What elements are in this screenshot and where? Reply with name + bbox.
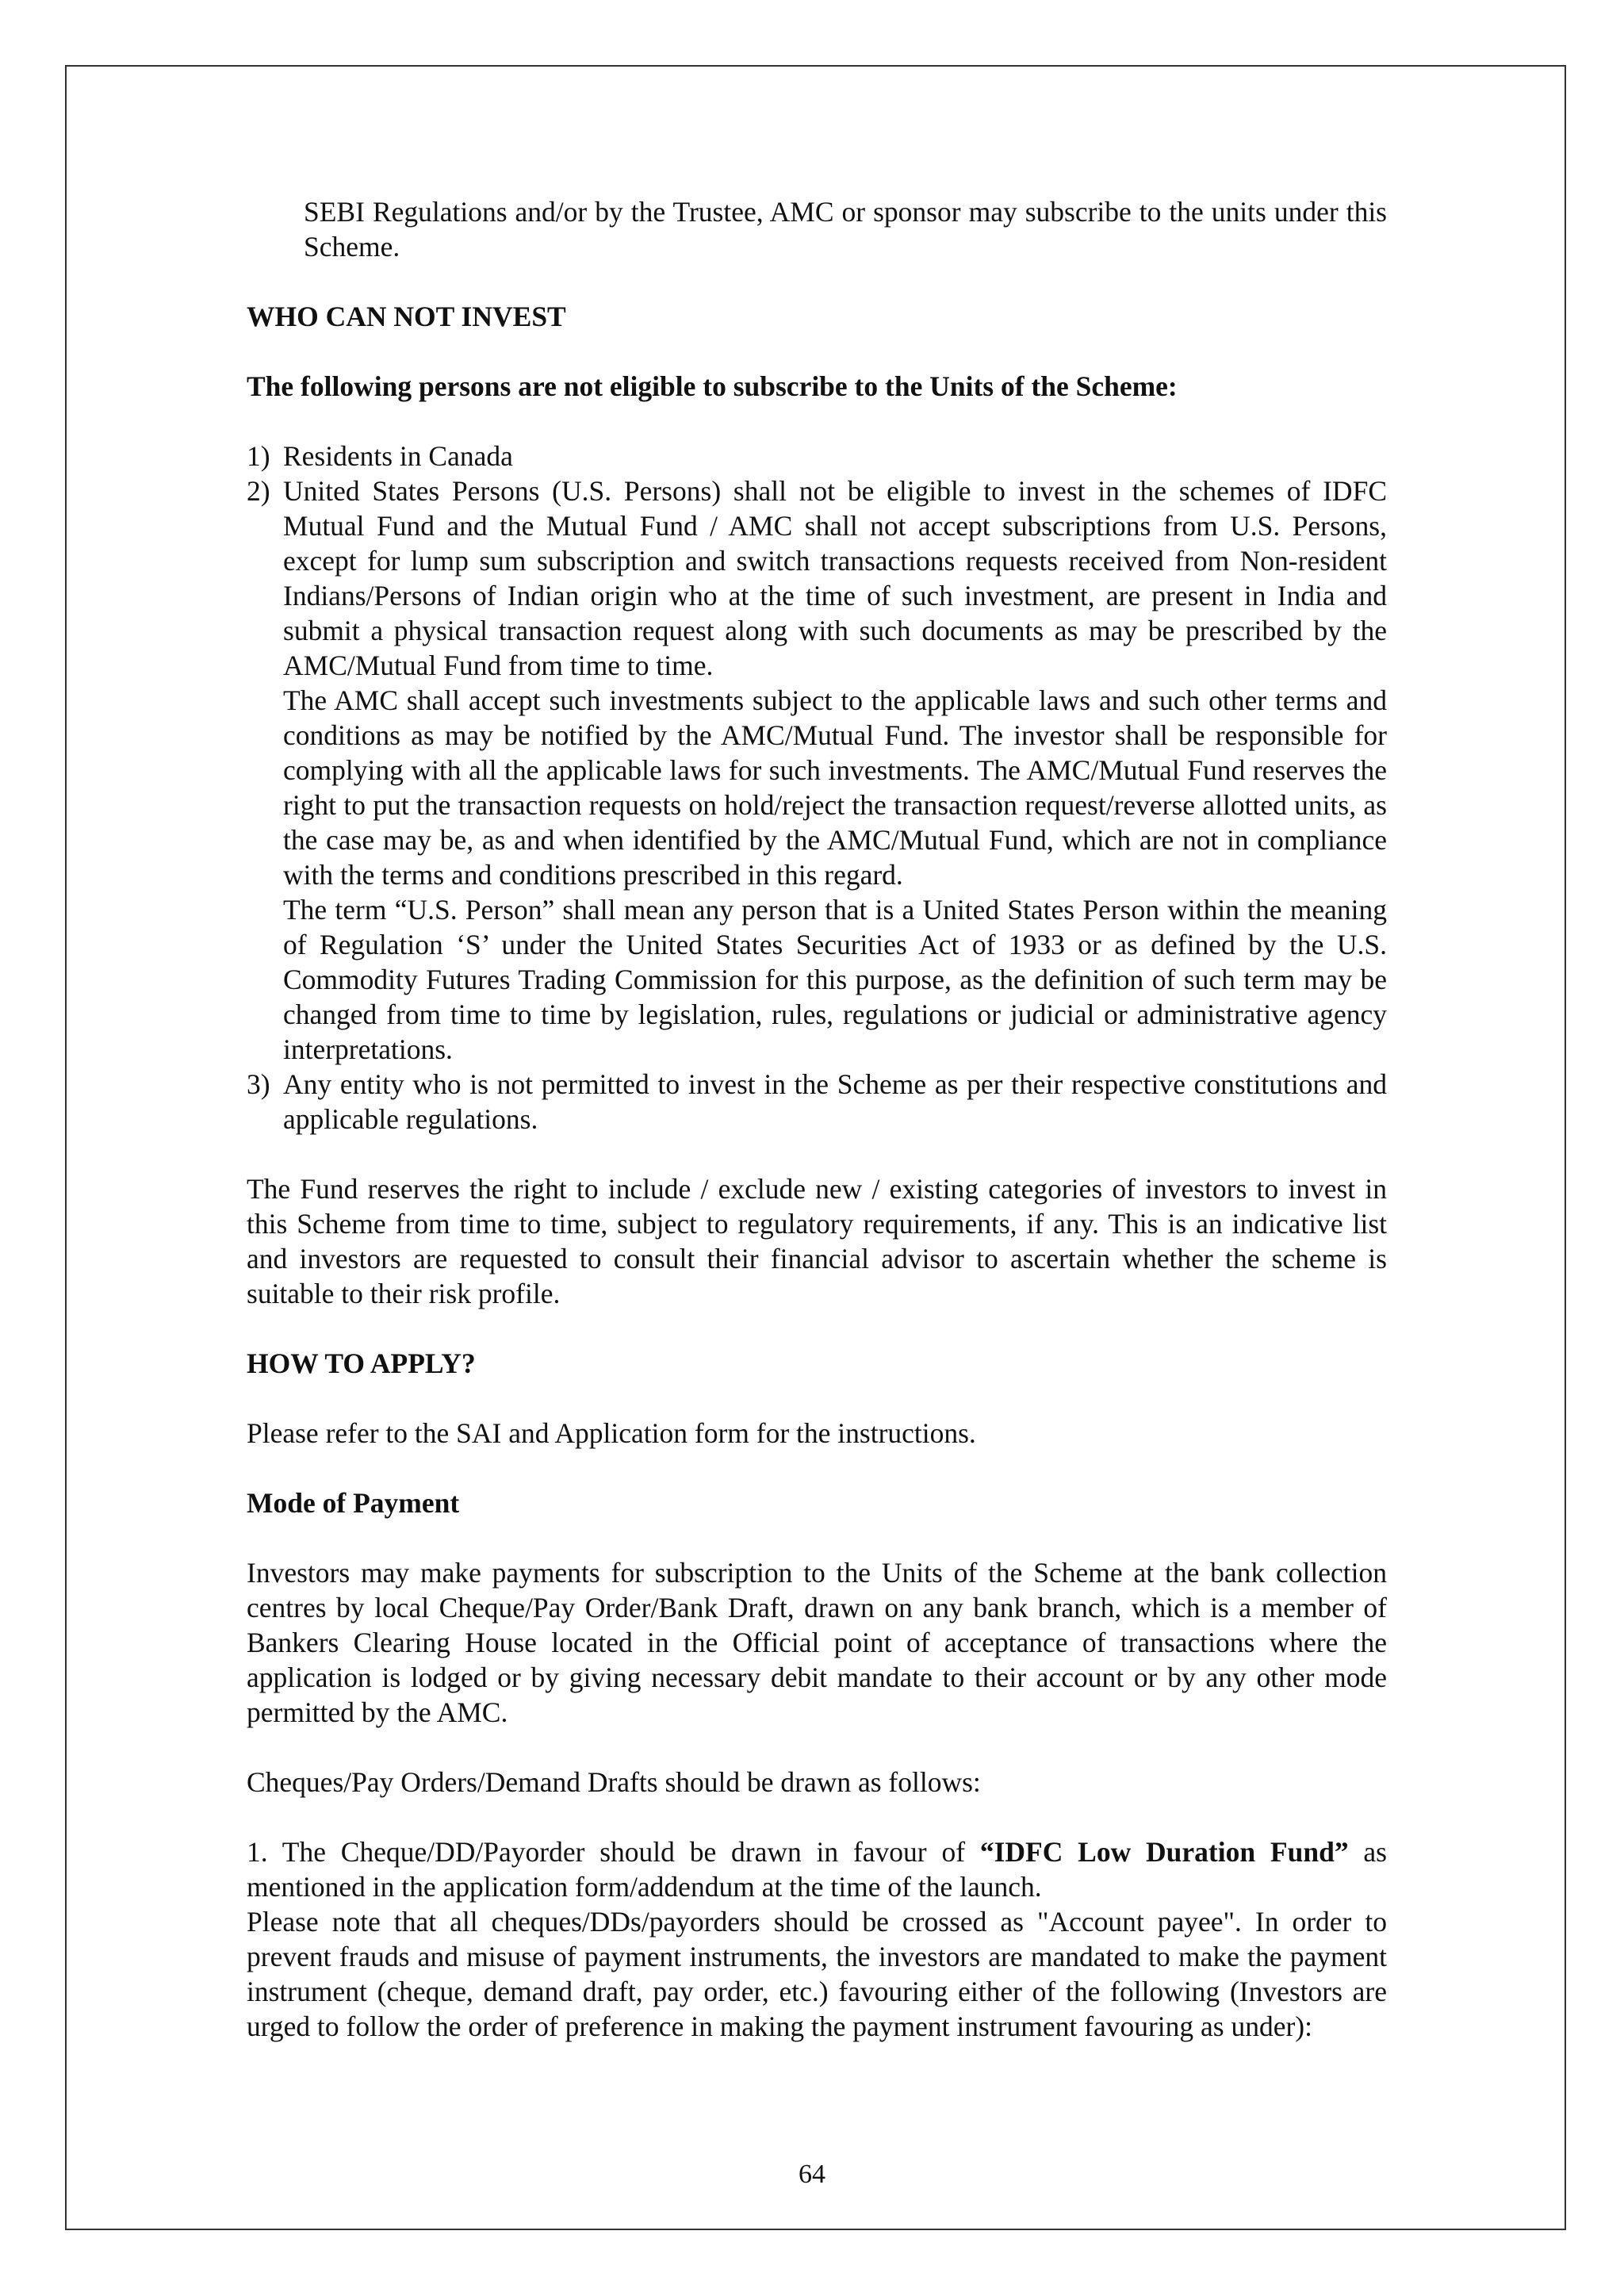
- list-item-text: Any entity who is not permitted to invest in the Scheme as per their respective constitutions and applicable regulations.: [283, 1068, 1387, 1135]
- cheque-favour-prefix: 1. The Cheque/DD/Payorder should be drawn in favour of: [247, 1836, 980, 1868]
- list-item-number: 2): [247, 475, 270, 507]
- list-item-number: 3): [247, 1068, 270, 1100]
- who-cannot-invest-heading: WHO CAN NOT INVEST: [247, 301, 566, 332]
- page-number: 64: [799, 2160, 825, 2189]
- how-to-apply-text: Please refer to the SAI and Application form for the instructions.: [247, 1417, 976, 1449]
- how-to-apply-heading: HOW TO APPLY?: [247, 1347, 476, 1379]
- list-item: [247, 1067, 1387, 1137]
- intro-paragraph: SEBI Regulations and/or by the Trustee, AMC or sponsor may subscribe to the units under this Scheme.: [304, 196, 1387, 263]
- mode-of-payment-heading: Mode of Payment: [247, 1487, 460, 1519]
- fund-reserves-paragraph: The Fund reserves the right to include / exclude new / existing categories of investors to invest in this Scheme from time to time, subject to regulatory requirements, if any. This is an indicative list and investors are requested to consult their financial advisor to ascertain whether the scheme is suitable to their risk profile.: [247, 1173, 1387, 1309]
- cheques-drawn-paragraph: Cheques/Pay Orders/Demand Drafts should be drawn as follows:: [247, 1766, 981, 1798]
- list-item-text: The AMC shall accept such investments subject to the applicable laws and such other terms and conditions as may be notified by the AMC/Mutual Fund. The investor shall be responsible for complying with all the applicable laws for such investments. The AMC/Mutual Fund reserves the right to put the transaction requests on hold/reject the transaction request/reverse allotted units, as the case may be, as and when identified by the AMC/Mutual Fund, which are not in compliance with the terms and conditions prescribed in this regard.: [283, 684, 1387, 891]
- not-eligible-subheading: The following persons are not eligible to subscribe to the Units of the Scheme:: [247, 370, 1178, 402]
- list-item-text: The term “U.S. Person” shall mean any person that is a United States Person within the meaning of Regulation ‘S’ under the United States Securities Act of 1933 or as defined by the U.S. Commodity Futures Trading Commission for this purpose, as the definition of such term may be changed from time to time by legislation, rules, regulations or judicial or administrative agency interpretations.: [283, 894, 1387, 1065]
- fund-name: “IDFC Low Duration Fund”: [979, 1836, 1349, 1868]
- payment-paragraph: Investors may make payments for subscription to the Units of the Scheme at the bank collection centres by local Cheque/Pay Order/Bank Draft, drawn on any bank branch, which is a member of Bankers Clearing House located in the Official point of acceptance of transactions where the application is lodged or by giving necessary debit mandate to their account or by any other mode permitted by the AMC.: [247, 1557, 1387, 1728]
- not-eligible-list: [247, 439, 1387, 1137]
- cheque-favour-suffix: as mentioned in the application form/addendum at the time of the launch.: [247, 1836, 1387, 1903]
- account-payee-paragraph: Please note that all cheques/DDs/payorders should be crossed as "Account payee". In order to prevent frauds and misuse of payment instruments, the investors are mandated to make the payment instrument (cheque, demand draft, pay order, etc.) favouring either of the following (Investors are urged to follow the order of preference in making the payment instrument favouring as under):: [247, 1906, 1387, 2042]
- list-item-number: 1): [247, 440, 270, 472]
- document-body: [247, 194, 1387, 2044]
- list-item-text: Residents in Canada: [283, 440, 513, 472]
- list-item: [247, 473, 1387, 1067]
- cheque-favour-point: [247, 1834, 1387, 1904]
- list-item-text: United States Persons (U.S. Persons) shall not be eligible to invest in the schemes of IDFC Mutual Fund and the Mutual Fund / AMC shall not accept subscriptions from U.S. Persons, except for lump sum subscription and switch transactions requests received from Non-resident Indians/Persons of Indian origin who at the time of such investment, are present in India and submit a physical transaction request along with such documents as may be prescribed by the AMC/Mutual Fund from time to time.: [283, 475, 1387, 681]
- list-item: [247, 439, 1387, 473]
